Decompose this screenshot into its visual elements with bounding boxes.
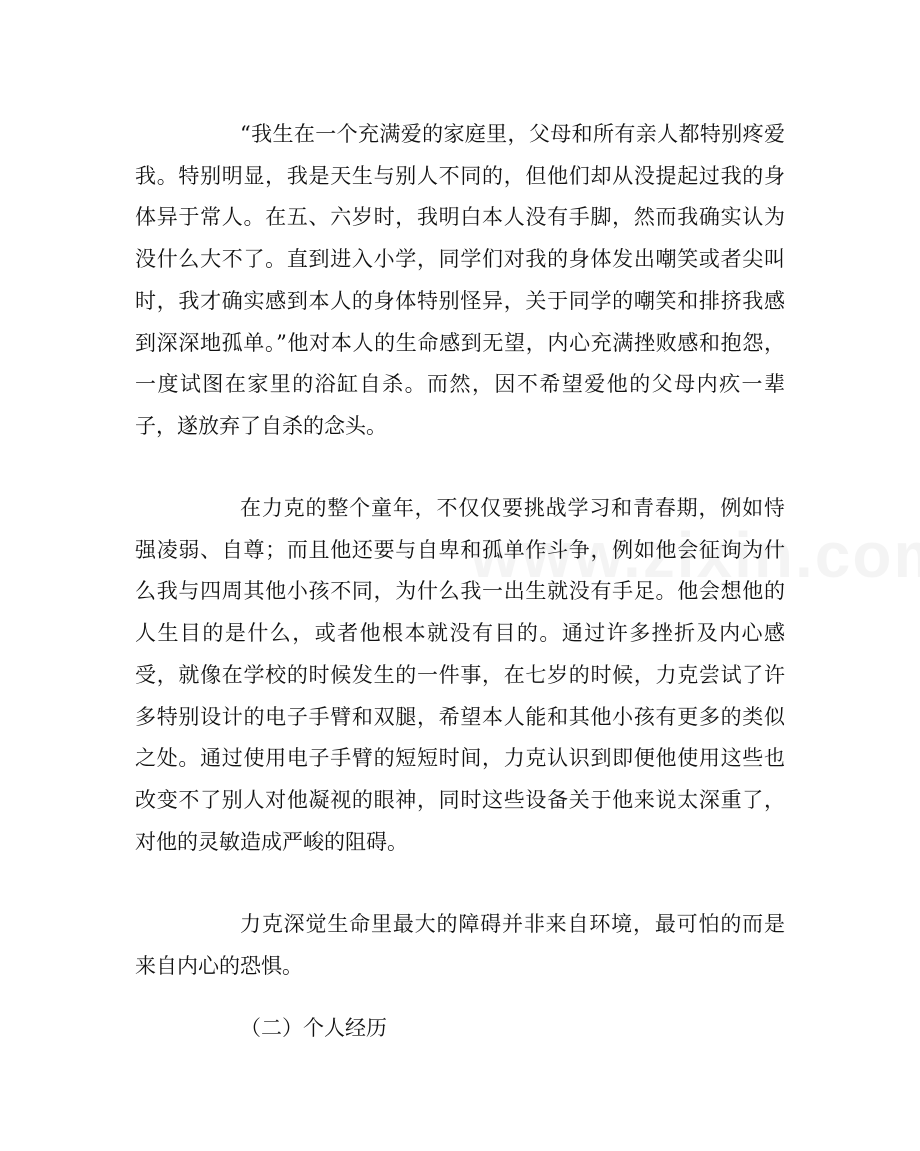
section-heading: （二）个人经历 <box>240 1016 387 1040</box>
paragraph-childhood-struggle: 在力克的整个童年，不仅仅要挑战学习和青春期，例如恃强凌弱、自尊；而且他还要与自卑和孤单作斗争，例如他会征询为什么我与四周其他小孩不同，为什么我一出生就没有手足。他会想他的人生目的是什么，或者他根本就没有目的。通过许多挫折及内心感受，就像在学校的时候发生的一件事，在七岁的时候，力克尝试了许多特别设计的电子手臂和双腿，希望本人能和其他小孩有更多的类似之处。通过使用电子手臂的短短时间，力克认识到即便他使用这些也改变不了别人对他凝视的眼神，同时这些设备关于他来说太深重了，对他的灵敏造成严峻的阻碍。 <box>135 496 785 854</box>
paragraph-childhood-quote: “我生在一个充满爱的家庭里，父母和所有亲人都特别疼爱我。特别明显，我是天生与别人不同的，但他们却从没提起过我的身体异于常人。在五、六岁时，我明白本人没有手脚，然而我确实认为没什么大不了。直到进入小学，同学们对我的身体发出嘲笑或者尖叫时，我才确实感到本人的身体特别怪异，关于同学的嘲笑和排挤我感到深深地孤单。”他对本人的生命感到无望，内心充满挫败感和抱怨，一度试图在家里的浴缸自杀。而然，因不希望爱他的父母内疚一辈子，遂放弃了自杀的念头。 <box>135 122 785 438</box>
paragraph-inner-fear: 力克深觉生命里最大的障碍并非来自环境，最可怕的而是来自内心的恐惧。 <box>135 912 785 978</box>
